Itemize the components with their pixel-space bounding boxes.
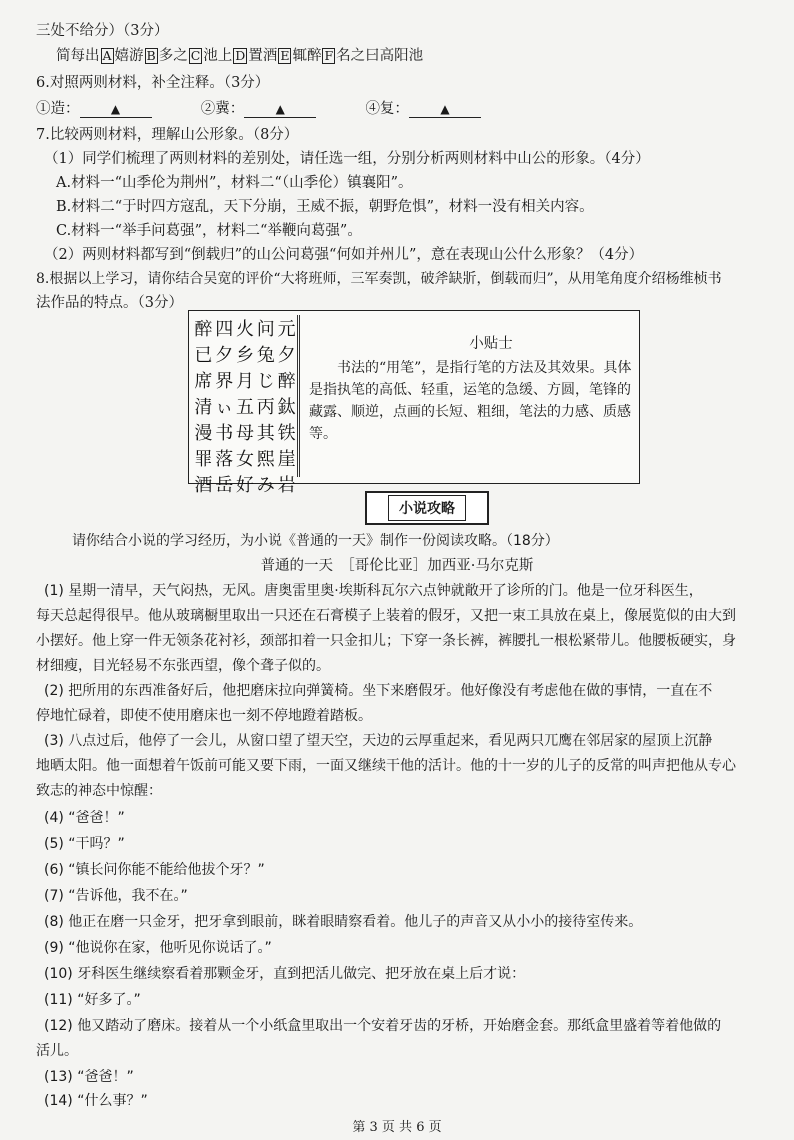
paragraph-3-cont: 致志的神态中惊醒： xyxy=(36,783,162,799)
mark-e: E xyxy=(280,48,290,63)
calligraphy-glyph: 夕 xyxy=(215,345,234,366)
paragraph-9: (9) “他说你在家，他听见你说话了。” xyxy=(44,940,272,956)
calligraphy-glyph: 月 xyxy=(235,371,254,392)
calligraphy-glyph: 铁 xyxy=(277,423,296,444)
calligraphy-glyph: 丙 xyxy=(256,397,275,418)
paragraph-3-cont: 地晒太阳。他一面想着午饭前可能又要下雨，一面又继续干他的活计。他的十一岁的儿子的反常的叫声把他从专心 xyxy=(36,758,736,774)
calligraphy-glyph: 乡 xyxy=(235,345,254,366)
calligraphy-glyph: 席 xyxy=(194,371,213,392)
paragraph-12-cont: 活儿。 xyxy=(36,1043,78,1059)
calligraphy-glyph: 书 xyxy=(215,423,234,444)
paragraph-2: (2) 把所用的东西准备好后，他把磨床拉向弹簧椅。坐下来磨假牙。他好像没有考虑他在做的事情，一直在不 xyxy=(44,683,713,699)
calligraphy-glyph: 好 xyxy=(235,475,254,496)
mark-f: F xyxy=(324,48,334,63)
paragraph-11: (11) “好多了。” xyxy=(44,992,141,1008)
story-title: 普通的一天 ［哥伦比亚］加西亚·马尔克斯 xyxy=(260,558,534,574)
calligraphy-glyph: 已 xyxy=(194,345,213,366)
paragraph-14: (14) “什么事？” xyxy=(44,1093,148,1109)
calligraphy-glyph: 醉 xyxy=(277,371,296,392)
section-banner xyxy=(365,491,489,525)
calligraphy-glyph: 鈦 xyxy=(277,397,296,418)
calligraphy-glyph: 界 xyxy=(215,371,234,392)
calligraphy-figure xyxy=(188,310,640,496)
calligraphy-glyph: 火 xyxy=(235,319,254,340)
paragraph-12: (12) 他又踏动了磨床。接着从一个小纸盒里取出一个安着牙齿的牙桥，开始磨金套。那纸盒里盛着等着他做的 xyxy=(44,1018,722,1034)
question-6-blanks: ①造： ▲ ②冀： ▲ ④复： ▲ xyxy=(36,98,764,120)
calligraphy-glyph: 四 xyxy=(215,319,234,340)
calligraphy-glyph: 问 xyxy=(256,319,275,340)
question-8: 8.根据以上学习，请你结合吴宽的评价“大将班师，三军奏凯，破斧缺斨，倒载而归”，从用笔角度介绍杨维桢书 xyxy=(36,271,722,287)
calligraphy-glyph: 熙 xyxy=(256,449,275,470)
section-intro: 请你结合小说的学习经历，为小说《普通的一天》制作一份阅读攻略。（18分） xyxy=(72,533,559,549)
calligraphy-glyph: 岩 xyxy=(277,475,296,496)
calligraphy-glyph: み xyxy=(256,475,275,496)
mark-a: A xyxy=(102,48,112,63)
mark-b: B xyxy=(146,48,156,63)
paragraph-5: (5) “干吗？” xyxy=(44,836,125,852)
paragraph-8: (8) 他正在磨一只金牙，把牙拿到眼前，眯着眼睛察看着。他儿子的声音又从小小的接待室传来。 xyxy=(44,914,643,930)
answer-blank: ▲ xyxy=(409,101,481,118)
paragraph-10: (10) 牙科医生继续察看着那颗金牙，直到把活儿做完、把牙放在桌上后才说： xyxy=(44,966,526,982)
paragraph-4: (4) “爸爸！” xyxy=(44,810,125,826)
calligraphy-glyph: 崖 xyxy=(277,449,296,470)
calligraphy-glyph: 落 xyxy=(215,449,234,470)
question-7: 7.比较两则材料，理解山公形象。（8分） xyxy=(36,127,299,143)
mark-d: D xyxy=(235,48,246,63)
calligraphy-glyph: 漫 xyxy=(194,423,213,444)
calligraphy-glyph: 岳 xyxy=(215,475,234,496)
calligraphy-glyph: 罪 xyxy=(194,449,213,470)
prev-answer-tail: 三处不给分）（3分） xyxy=(36,23,169,39)
answer-blank: ▲ xyxy=(244,101,316,118)
question-7-1: （1）同学们梳理了两则材料的差别处，请任选一组，分别分析两则材料中山公的形象。（4分） xyxy=(44,151,650,167)
calligraphy-glyph: 女 xyxy=(235,449,254,470)
paragraph-1-cont: 每天总起得很早。他从玻璃橱里取出一只还在石膏模子上装着的假牙，又把一束工具放在桌上，像展览似的由大到 xyxy=(36,608,736,624)
question-8-cont: 法作品的特点。（3分） xyxy=(36,295,183,311)
mark-c: C xyxy=(190,48,201,63)
tip-title: 小贴士 xyxy=(469,336,513,352)
calligraphy-glyph: 元 xyxy=(277,319,296,340)
calligraphy-glyph: 五 xyxy=(235,397,254,418)
punctuation-question-line: 简每出 A 嬉游 B 多之 C 池上 D 置酒 E 辄醉 F 名之曰高阳池 xyxy=(56,48,424,64)
calligraphy-glyph: ぃ xyxy=(215,397,234,418)
calligraphy-glyph: 兔 xyxy=(256,345,275,366)
calligraphy-glyph: じ xyxy=(256,371,275,392)
option-c: C.材料一“举手问葛强”，材料二“举鞭向葛强”。 xyxy=(56,223,362,239)
paragraph-2-cont: 停地忙碌着，即使不使用磨床也一刻不停地蹬着踏板。 xyxy=(36,708,372,724)
question-6: 6.对照两则材料，补全注释。（3分） xyxy=(36,75,270,91)
calligraphy-glyph: 酒 xyxy=(194,475,213,496)
paragraph-6: (6) “镇长问你能不能给他拔个牙？” xyxy=(44,862,265,878)
paragraph-1-cont: 材细瘦，目光轻易不东张西望，像个聋子似的。 xyxy=(36,658,330,674)
calligraphy-image xyxy=(193,315,300,496)
answer-blank: ▲ xyxy=(80,101,152,118)
question-7-2: （2）两则材料都写到“倒载归”的山公问葛强“何如并州儿”，意在表现山公什么形象？（4分） xyxy=(44,247,644,263)
tip-body: 书法的“用笔”，是指行笔的方法及其效果。具体是指执笔的高低、轻重，运笔的急缓、方圆，笔锋的藏露、顺逆，点画的长短、粗细，笔法的力感、质感等。 xyxy=(309,360,632,442)
tip-box xyxy=(309,333,633,445)
paragraph-3: (3) 八点过后，他停了一会儿，从窗口望了望天空，天边的云厚重起来，看见两只兀鹰在邻居家的屋顶上沉静 xyxy=(44,733,713,749)
paragraph-7: (7) “告诉他，我不在。” xyxy=(44,888,188,904)
paragraph-1: (1) 星期一清早，天气闷热，无风。唐奥雷里奥·埃斯科瓦尔六点钟就敞开了诊所的门。他是一位牙科医生， xyxy=(44,583,703,599)
calligraphy-glyph: 母 xyxy=(235,423,254,444)
calligraphy-glyph: 醉 xyxy=(194,319,213,340)
option-a: A.材料一“山季伦为荆州”，材料二“（山季伦）镇襄阳”。 xyxy=(56,175,413,191)
option-b: B.材料二“于时四方寇乱，天下分崩，王威不振，朝野危惧”，材料一没有相关内容。 xyxy=(56,199,594,215)
calligraphy-glyph: 其 xyxy=(256,423,275,444)
section-banner-label: 小说攻略 xyxy=(388,495,466,521)
calligraphy-glyph: 清 xyxy=(194,397,213,418)
calligraphy-glyph: 夕 xyxy=(277,345,296,366)
paragraph-13: (13) “爸爸！” xyxy=(44,1069,134,1085)
page-footer: 第 3 页 共 6 页 xyxy=(352,1120,442,1135)
paragraph-1-cont: 小摆好。他上穿一件无领条花衬衫，颈部扣着一只金扣儿；下穿一条长裤，裤腰扎一根松紧带儿。他腰板硬实，身 xyxy=(36,633,736,649)
